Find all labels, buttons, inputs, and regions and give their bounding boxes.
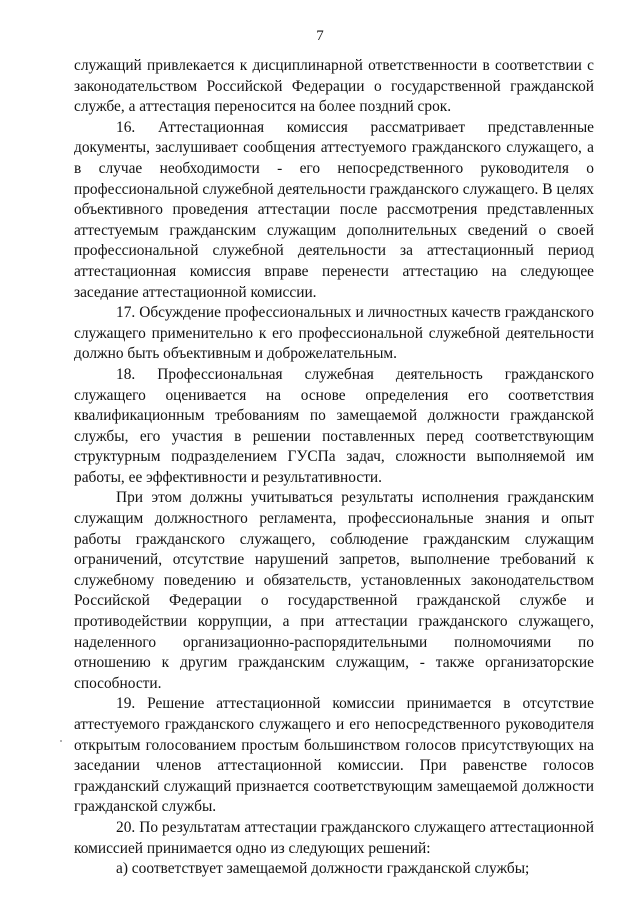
paragraph-18: 18. Профессиональная служебная деятельность гражданского служащего оценивается на основе определения его соответствия квалификационным требованиям по замещаемой должности гражданской службы, его участия в решении поставленных перед соответствующим структурным подразделением ГУСПа задач, сложности выполняемой им работы, ее эффективности и результативности. [74,365,594,486]
paragraph-19: 19. Решение аттестационной комиссии принимается в отсутствие аттестуемого гражданского служащего и его непосредственного руководителя открытым голосованием простым большинством голосов присутствующих на заседании членов аттестационной комиссии. При равенстве голосов гражданский служащий признается соответствующим замещаемой должности гражданской службы. [74,695,594,816]
paragraph-20: 20. По результатам аттестации гражданского служащего аттестационной комиссией принимается одно из следующих решений: [74,818,594,857]
document-body [74,56,594,880]
paragraph-18-continued: При этом должны учитываться результаты исполнения гражданским служащим должностного регламента, профессиональные знания и опыт работы гражданского служащего, соблюдение гражданским служащим ограничений, отсутствие нарушений запретов, выполнение требований к служебному поведению и обязательств, установленных законодательством Российской Федерации о государственной гражданской службе и противодействии коррупции, а при аттестации гражданского служащего, наделенного организационно-распорядительными полномочиями по отношению к другим гражданским служащим, - также организаторские способности. [74,489,594,692]
paragraph-20-item-a: а) соответствует замещаемой должности гражданской службы; [116,860,530,878]
paragraph-17: 17. Обсуждение профессиональных и личностных качеств гражданского служащего применительно к его профессиональной служебной деятельности должно быть объективным и доброжелательным. [74,304,594,363]
paragraph-continuation: служащий привлекается к дисциплинарной ответственности в соответствии с законодательством Российской Федерации о государственной гражданской службе, а аттестация переносится на более поздний срок. [74,57,594,116]
paragraph-16: 16. Аттестационная комиссия рассматривает представленные документы, заслушивает сообщения аттестуемого гражданского служащего, а в случае необходимости - его непосредственного руководителя о профессиональной служебной деятельности гражданского служащего. В целях объективного проведения аттестации после рассмотрения представленных аттестуемым гражданским служащим дополнительных сведений о своей профессиональной служебной деятельности за аттестационный период аттестационная комиссия вправе перенести аттестацию на следующее заседание аттестационной комиссии. [74,118,594,301]
scan-speck [60,740,62,742]
page-number: 7 [316,28,324,44]
